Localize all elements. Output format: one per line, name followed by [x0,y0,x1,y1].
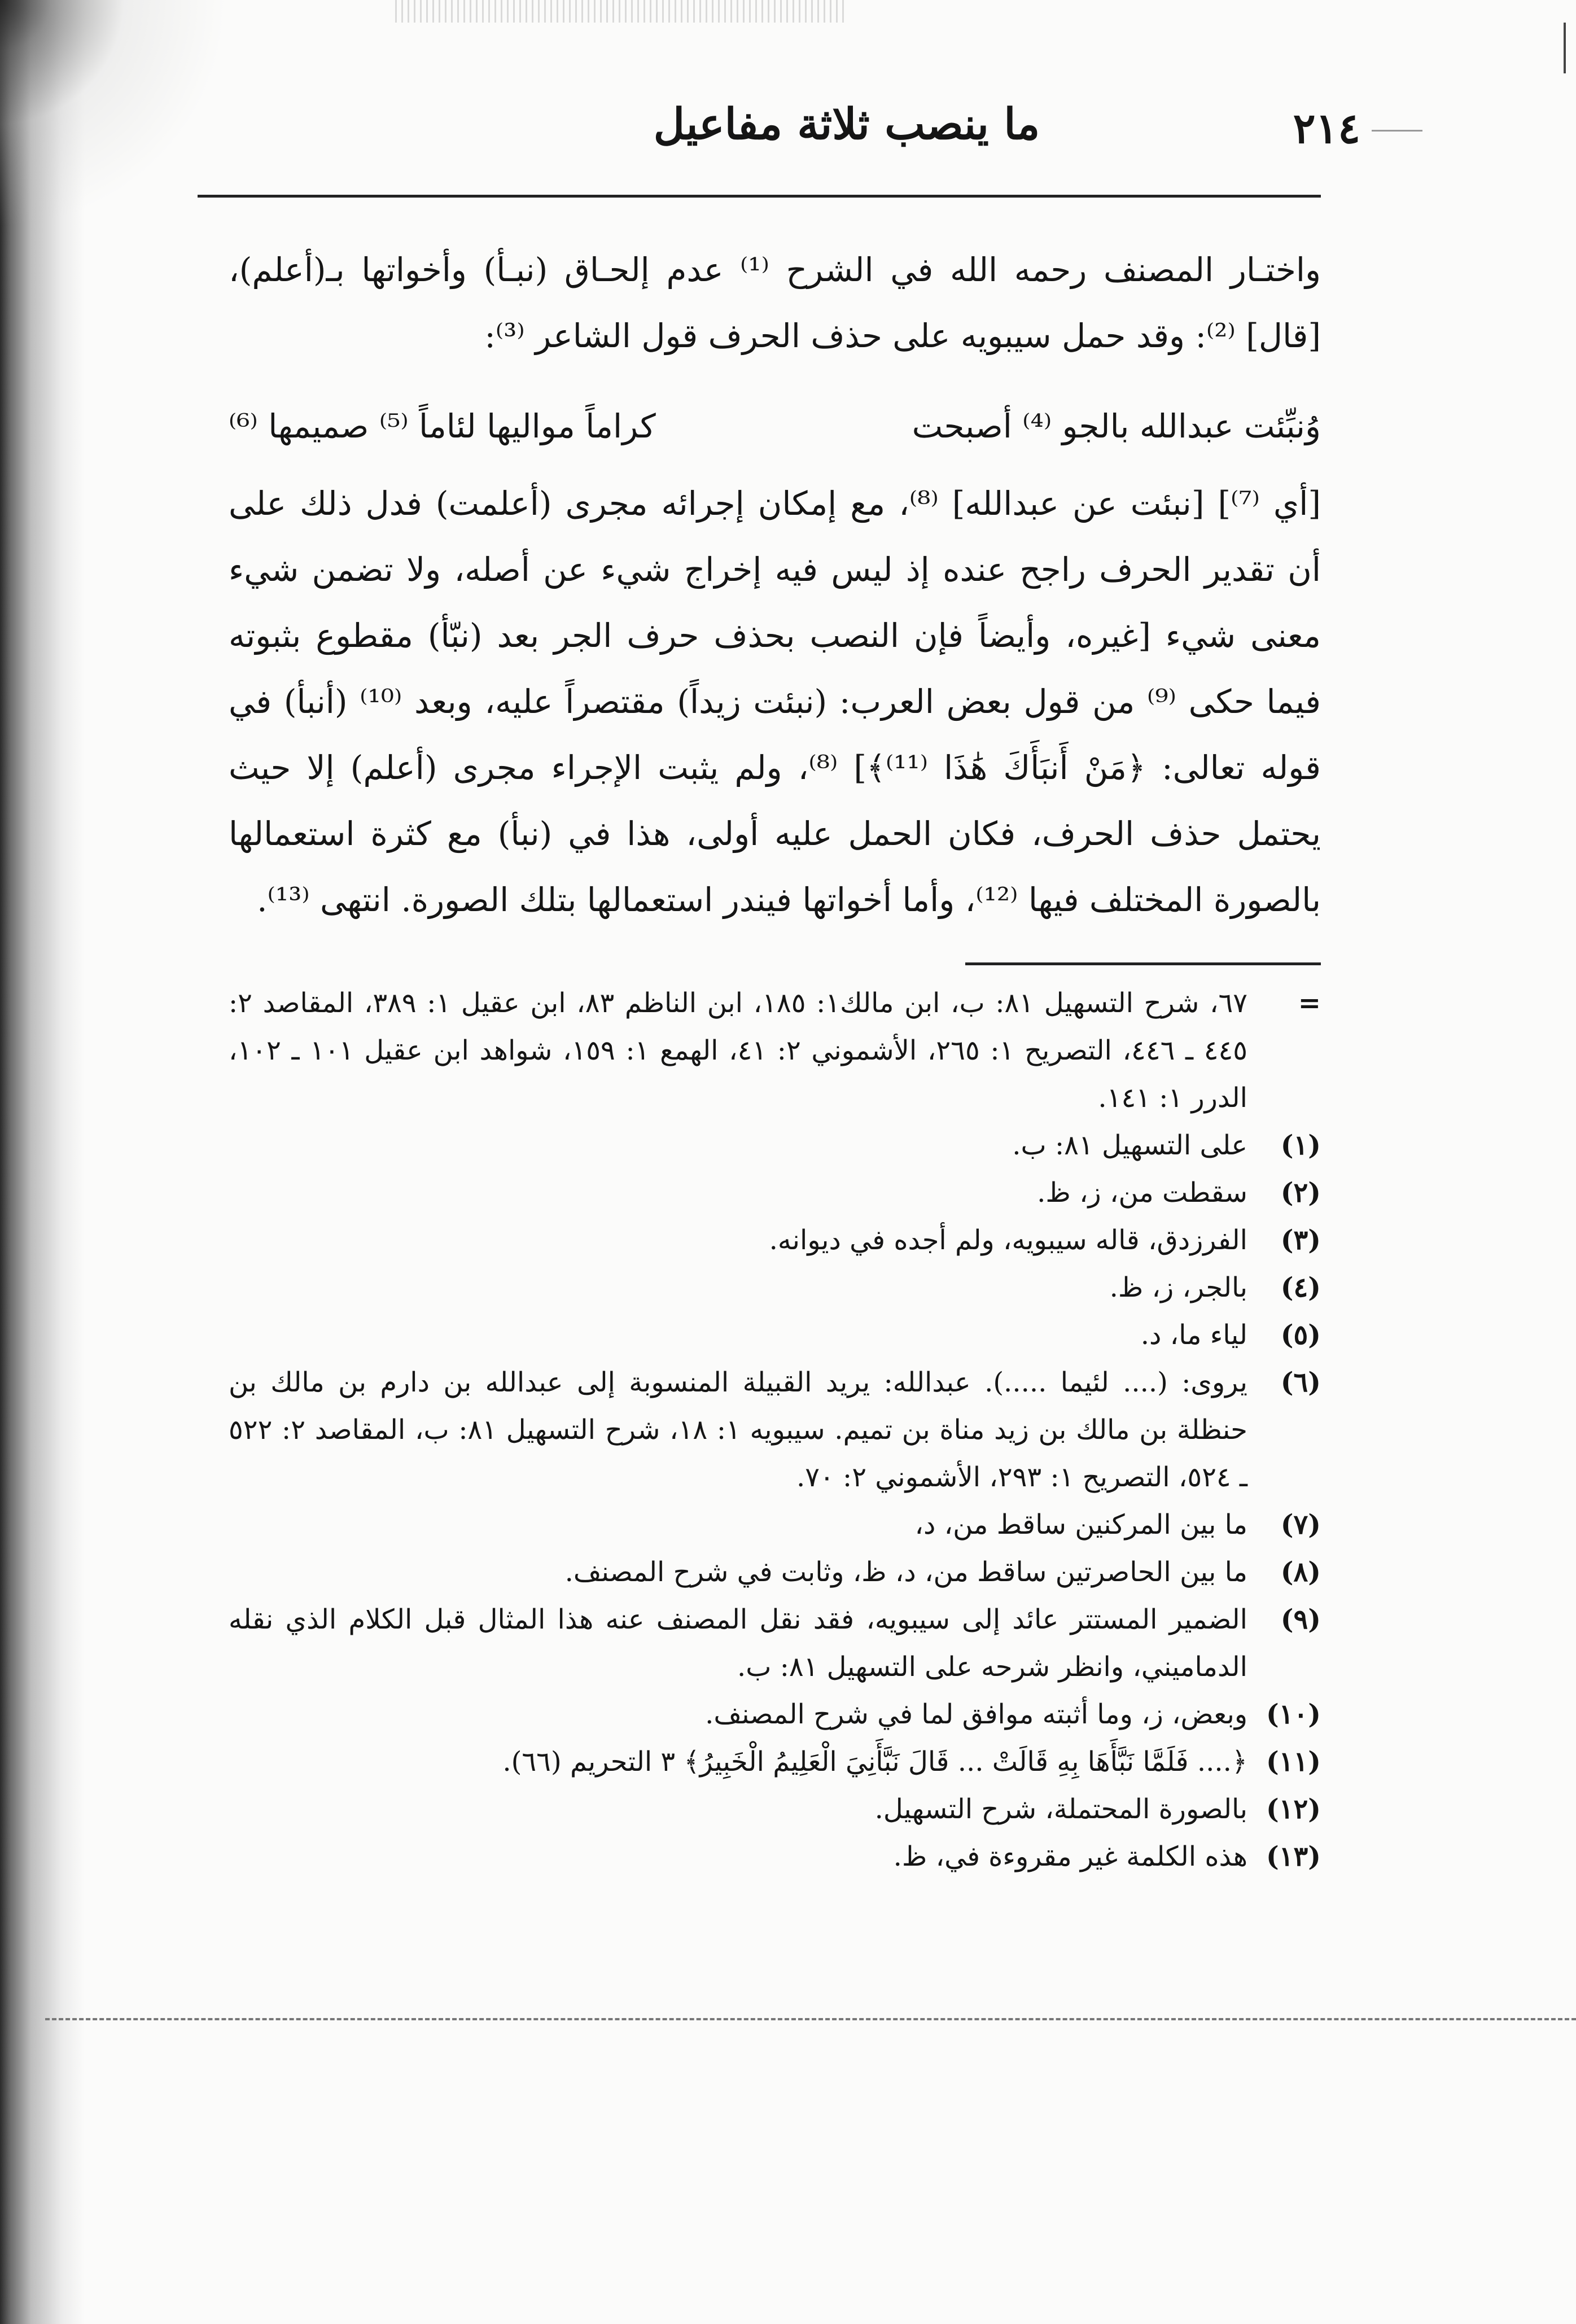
page-header [198,99,1360,161]
verse-second-hemistich: كراماً مواليها لئاماً ⁽⁵⁾ صميمها ⁽⁶⁾ [229,407,656,445]
footnote-item [229,1359,1321,1501]
footnote-number: (١٣) [1266,1841,1321,1872]
footnote-number: (١٢) [1266,1793,1321,1825]
footnote-number: (٩) [1280,1604,1321,1635]
footnote-text: ﴿.... فَلَمَّا نَبَّأَهَا بِهِ قَالَتْ ... قَالَ نَبَّأَنِيَ الْعَلِيمُ الْخَبِيرُ﴾ ٣ التحريم (٦٦). [502,1746,1247,1778]
footnote-text: ما بين الحاصرتين ساقط من، د، ظ، وثابت في شرح المصنف. [564,1556,1247,1588]
footnote-item [229,1169,1321,1216]
footnote-item [229,1785,1321,1833]
footnote-number: (٧) [1280,1509,1321,1540]
footnote-number: (١١) [1266,1746,1321,1778]
footnote-item [229,1548,1321,1596]
binding-shadow [0,0,85,2324]
footnote-text: بالصورة المحتملة، شرح التسهيل. [874,1793,1247,1825]
header-rule [198,195,1321,198]
footnote-number: (٥) [1280,1319,1321,1351]
footnote-number: (٤) [1280,1272,1321,1303]
main-text [229,237,1321,933]
footnote-item [229,1738,1321,1785]
footnote-text: يروى: (.... لئيما .....). عبدالله: يريد القبيلة المنسوبة إلى عبدالله بن دارم بن مالك بن حنظلة بن مالك بن زيد مناة بن تميم. سيبويه ١: ١٨، شرح التسهيل ٨١: ب، المقاصد ٢: ٥٢٢ ـ ٥٢٤، التصريح ١: ٢٩٣، الأشموني ٢: ٧٠. [229,1367,1247,1493]
footnote-item [229,1216,1321,1264]
footnote-number: (١) [1280,1130,1321,1161]
footnote-item [229,979,1321,1122]
footnote-number: (٣) [1280,1224,1321,1256]
footnote-item [229,1833,1321,1880]
footnote-text: على التسهيل ٨١: ب. [1012,1130,1247,1161]
footnote-number: (٨) [1280,1556,1321,1588]
footnote-text: وبعض، ز، وما أثبته موافق لما في شرح المصنف. [705,1699,1247,1730]
paragraph-intro: واختـار المصنف رحمه الله في الشرح ⁽¹⁾ عدم إلحـاق (نبـأ) وأخواتها بـ(أعلم)، [قال] ⁽²⁾: وقد حمل سيبويه على حذف الحرف قول الشاعر ⁽³⁾: [229,251,1321,355]
footnote-text: بالجر، ز، ظ. [1109,1272,1247,1303]
top-edge-noise [395,0,847,23]
footnote-item [229,1122,1321,1169]
footnote-item [229,1264,1321,1311]
footnote-text: الفرزدق، قاله سيبويه، ولم أجده في ديوانه. [769,1224,1247,1256]
footnote-number: = [1298,987,1321,1019]
footnote-item [229,1596,1321,1691]
chapter-title: ما ينصب ثلاثة مفاعيل [653,99,1040,149]
footnote-item [229,1501,1321,1548]
poetry-verse [229,369,1321,471]
footnote-item [229,1311,1321,1359]
edge-mark [1564,23,1566,73]
page-number: ٢١٤ [1293,104,1360,153]
footnote-separator [965,962,1321,965]
footnote-item [229,1691,1321,1738]
footnote-text: هذه الكلمة غير مقروءة في، ظ. [893,1841,1247,1872]
verse-first-hemistich: وُنبِّئت عبدالله بالجو ⁽⁴⁾ أصبحت [912,407,1321,445]
footnote-number: (١٠) [1266,1699,1321,1730]
paragraph-discussion: [أي ⁽⁷⁾] [نبئت عن عبدالله] ⁽⁸⁾، مع إمكان إجرائه مجرى (أعلمت) فدل ذلك على أن تقدير الحرف راجح عنده إذ ليس فيه إخراج شيء عن أصله، ولا تضمن شيء معنى شيء [غيره، وأيضاً فإن النصب بحذف حرف الجر بعد (نبّأ) مقطوع بثبوته فيما حكى ⁽⁹⁾ من قول بعض العرب: (نبئت زيداً) مقتصراً عليه، وبعد ⁽¹⁰⁾ (أنبأ) في قوله تعالى: ﴿مَنْ أَنبَأَكَ هَٰذَا ⁽¹¹⁾﴾] ⁽⁸⁾، ولم يثبت الإجراء مجرى (أعلم) إلا حيث يحتمل حذف الحرف، فكان الحمل عليه أولى، هذا في (نبأ) مع كثرة استعمالها بالصورة المختلف فيها ⁽¹²⁾، وأما أخواتها فيندر استعمالها بتلك الصورة. انتهى ⁽¹³⁾. [229,484,1321,919]
footnote-number: (٦) [1280,1367,1321,1398]
footnote-text: ٦٧، شرح التسهيل ٨١: ب، ابن مالك١: ١٨٥، ابن الناظم ٨٣، ابن عقيل ١: ٣٨٩، المقاصد ٢: ٤٤٥ ـ ٤٤٦، التصريح ١: ٢٦٥، الأشموني ٢: ٤١، الهمع ١: ١٥٩، شواهد ابن عقيل ١٠١ ـ ١٠٢، الدرر ١: ١٤١. [229,987,1248,1114]
footnote-number: (٢) [1280,1177,1321,1209]
footnote-text: لياء ما، د. [1140,1319,1247,1351]
footnote-text: سقطت من، ز، ظ. [1037,1177,1247,1209]
footnotes [229,979,1321,1880]
header-dash-mark [1372,130,1422,132]
page-bottom-edge [45,2018,1576,2020]
footnote-text: ما بين المركنين ساقط من، د، [914,1509,1247,1540]
footnote-text: الضمير المستتر عائد إلى سيبويه، فقد نقل المصنف عنه هذا المثال قبل الكلام الذي نقله الدماميني، وانظر شرحه على التسهيل ٨١: ب. [229,1604,1247,1683]
